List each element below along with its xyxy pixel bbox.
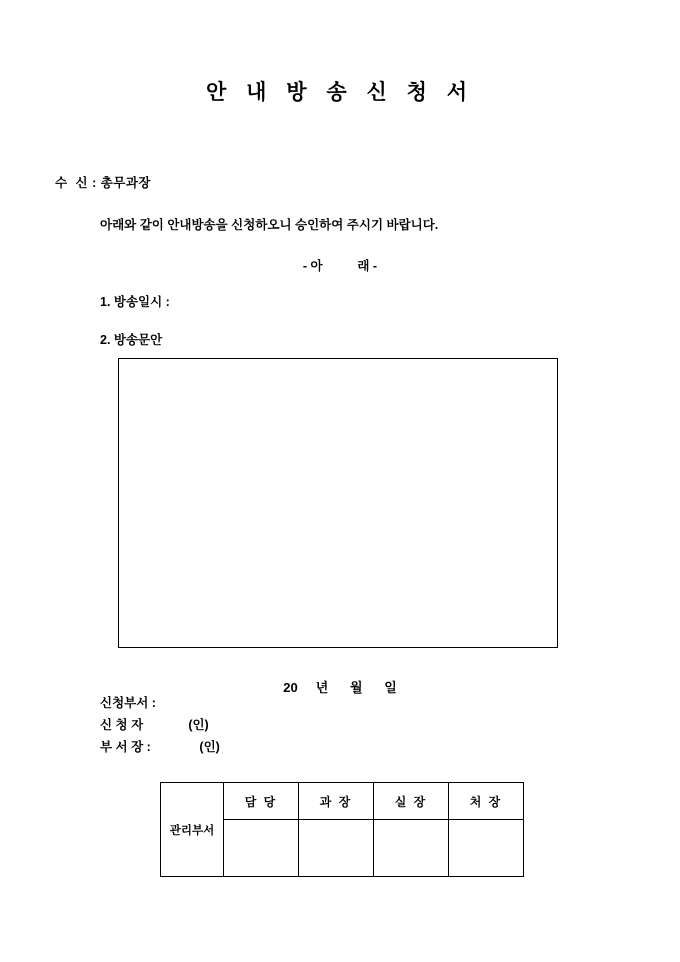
approval-table	[160, 782, 524, 877]
approval-signature-cell-2[interactable]	[299, 820, 374, 877]
approval-row-label: 관리부서	[161, 783, 224, 877]
signature-department-head: 부 서 장 : (인)	[100, 740, 220, 754]
item-broadcast-datetime: 1. 방송일시 :	[100, 295, 170, 309]
recipient-line: 수 신 : 총무과장	[55, 176, 152, 190]
approval-header-2: 과 장	[299, 783, 374, 820]
approval-signature-cell-4[interactable]	[449, 820, 524, 877]
approval-header-4: 처 장	[449, 783, 524, 820]
intro-paragraph: 아래와 같이 안내방송을 신청하오니 승인하여 주시기 바랍니다.	[100, 218, 439, 232]
below-marker: - 아 래 -	[302, 259, 378, 273]
page-title: 안 내 방 송 신 청 서	[205, 81, 474, 104]
approval-signature-cell-3[interactable]	[374, 820, 449, 877]
date-line: 20 년 월 일	[283, 680, 397, 695]
approval-header-1: 담 당	[224, 783, 299, 820]
broadcast-text-box[interactable]	[118, 358, 558, 648]
approval-header-3: 실 장	[374, 783, 449, 820]
table-row	[161, 783, 524, 820]
signature-applicant: 신 청 자 (인)	[100, 718, 209, 732]
approval-signature-cell-1[interactable]	[224, 820, 299, 877]
signature-department: 신청부서 :	[100, 696, 156, 710]
item-broadcast-text: 2. 방송문안	[100, 333, 163, 347]
signature-block	[100, 692, 220, 758]
